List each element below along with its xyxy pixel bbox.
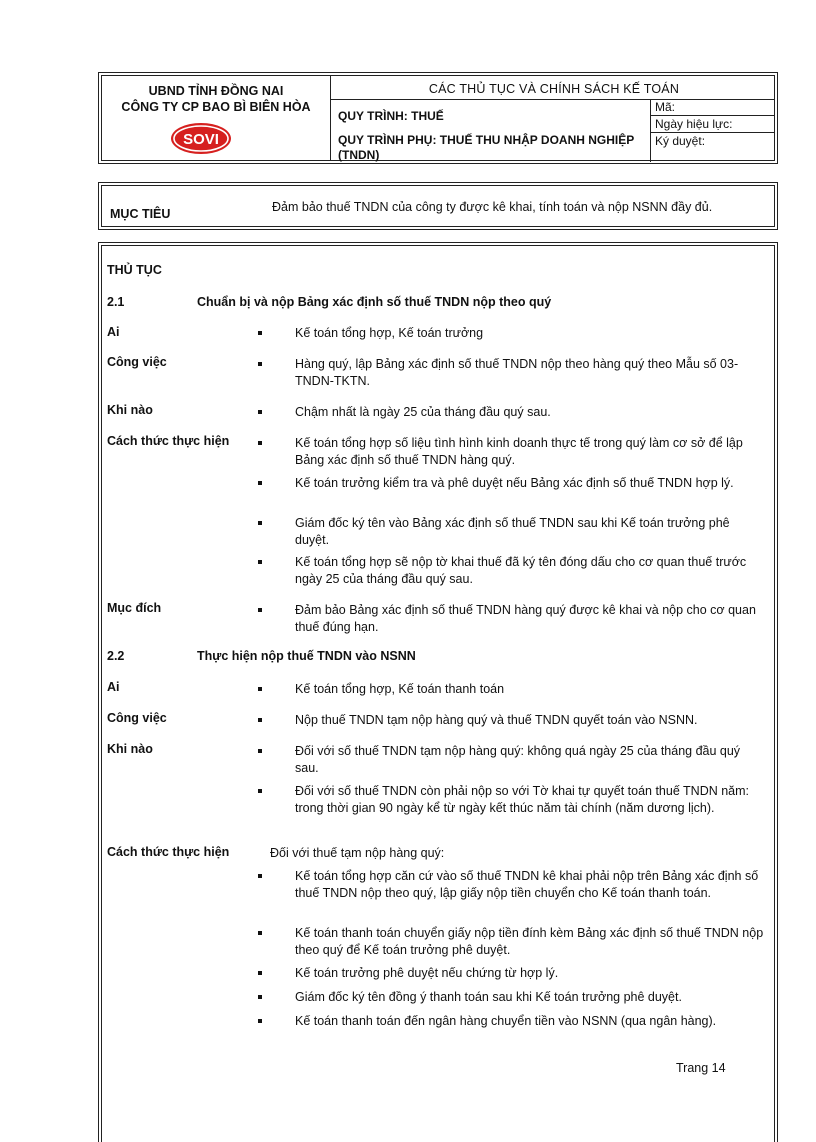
bullet-icon	[258, 995, 262, 999]
page-number: Trang 14	[676, 1061, 726, 1075]
logo-text: SOVI	[183, 131, 219, 148]
section-title: Chuẩn bị và nộp Bảng xác định số thuế TNDN nộp theo quý	[197, 295, 552, 309]
bullet-icon	[258, 521, 262, 525]
when-label: Khi nào	[107, 742, 153, 756]
objective-box	[98, 182, 778, 230]
sub-process-name: QUY TRÌNH PHỤ: THUẾ THU NHẬP DOANH NGHIỆP (TNDN)	[338, 133, 635, 162]
list-item: Kế toán tổng hợp căn cứ vào số thuế TNDN kê khai phải nộp trên Bảng xác định số thuế TNDN nộp theo quý, lập giấy nộp tiền chuyển cho Kế toán thanh toán.	[258, 868, 766, 901]
bullet-icon	[258, 410, 262, 414]
bullet-icon	[258, 560, 262, 564]
purpose-label: Mục đích	[107, 601, 162, 615]
section-title: Thực hiện nộp thuế TNDN vào NSNN	[197, 649, 416, 663]
bullet-icon	[258, 331, 262, 335]
list-item: Nộp thuế TNDN tạm nộp hàng quý và thuế TNDN quyết toán vào NSNN.	[258, 712, 766, 729]
list-item: Chậm nhất là ngày 25 của tháng đầu quý sau.	[258, 404, 766, 421]
objective-label: MỤC TIÊU	[110, 207, 171, 221]
section-number: 2.2	[107, 649, 125, 663]
task-label: Công việc	[107, 355, 167, 369]
how-label: Cách thức thực hiện	[107, 845, 230, 859]
list-item: Giám đốc ký tên vào Bảng xác định số thuế TNDN sau khi Kế toán trưởng phê duyệt.	[258, 515, 766, 548]
header-inner-frame	[101, 75, 775, 161]
list-item: Kế toán thanh toán đến ngân hàng chuyển tiền vào NSNN (qua ngân hàng).	[258, 1013, 766, 1030]
how-intro: Đối với thuế tạm nộp hàng quý:	[270, 846, 445, 860]
approved-by-label: Ký duyệt:	[655, 134, 706, 148]
list-item: Kế toán trưởng phê duyệt nếu chứng từ hợp lý.	[258, 965, 766, 982]
list-item: Đảm bảo Bảng xác định số thuế TNDN hàng quý được kê khai và nộp cho cơ quan thuế đúng hạn.	[258, 602, 766, 635]
sovi-logo	[170, 122, 232, 155]
bullet-icon	[258, 687, 262, 691]
objective-inner-frame	[101, 185, 775, 227]
document-meta	[650, 99, 774, 162]
when-label: Khi nào	[107, 403, 153, 417]
task-label: Công việc	[107, 711, 167, 725]
who-label: Ai	[107, 680, 120, 694]
bullet-icon	[258, 874, 262, 878]
document-title: CÁC THỦ TỤC VÀ CHÍNH SÁCH KẾ TOÁN	[428, 82, 680, 96]
bullet-icon	[258, 481, 262, 485]
how-label: Cách thức thực hiện	[107, 434, 230, 448]
header-org-cell	[102, 76, 331, 160]
process-name: QUY TRÌNH: THUẾ	[338, 109, 444, 123]
document-header	[98, 72, 778, 164]
bullet-icon	[258, 749, 262, 753]
list-item: Kế toán trưởng kiểm tra và phê duyệt nếu Bảng xác định số thuế TNDN hợp lý.	[258, 475, 766, 492]
bullet-icon	[258, 441, 262, 445]
section-number: 2.1	[107, 295, 125, 309]
code-label: Mã:	[651, 99, 774, 116]
bullet-icon	[258, 362, 262, 366]
org-name-line2: CÔNG TY CP BAO BÌ BIÊN HÒA	[121, 100, 311, 114]
list-item: Đối với số thuế TNDN còn phải nộp so với Tờ khai tự quyết toán thuế TNDN năm: trong thời gian 90 ngày kể từ ngày kết thúc năm tài chính (năm dương lịch).	[258, 783, 766, 816]
list-item: Kế toán tổng hợp, Kế toán trưởng	[258, 325, 766, 342]
effective-date-label: Ngày hiệu lực:	[651, 116, 774, 133]
procedure-heading: THỦ TỤC	[107, 263, 162, 277]
list-item: Kế toán thanh toán chuyển giấy nộp tiền đính kèm Bảng xác định số thuế TNDN nộp theo quý để Kế toán trưởng phê duyệt.	[258, 925, 766, 958]
list-item: Kế toán tổng hợp số liệu tình hình kinh doanh thực tế trong quý làm cơ sở để lập Bảng xác định số thuế TNDN hàng quý.	[258, 435, 766, 468]
bullet-icon	[258, 1019, 262, 1023]
list-item: Giám đốc ký tên đồng ý thanh toán sau khi Kế toán trưởng phê duyệt.	[258, 989, 766, 1006]
objective-text: Đảm bảo thuế TNDN của công ty được kê khai, tính toán và nộp NSNN đầy đủ.	[272, 200, 713, 214]
bullet-icon	[258, 789, 262, 793]
list-item: Kế toán tổng hợp, Kế toán thanh toán	[258, 681, 766, 698]
list-item: Kế toán tổng hợp sẽ nộp tờ khai thuế đã ký tên đóng dấu cho cơ quan thuế trước ngày 25 của tháng đầu quý sau.	[258, 554, 766, 587]
org-name-line1: UBND TỈNH ĐỒNG NAI	[148, 84, 284, 98]
bullet-icon	[258, 718, 262, 722]
bullet-icon	[258, 971, 262, 975]
bullet-icon	[258, 608, 262, 612]
list-item: Hàng quý, lập Bảng xác định số thuế TNDN nộp theo hàng quý theo Mẫu số 03-TNDN-TKTN.	[258, 356, 766, 389]
who-label: Ai	[107, 325, 120, 339]
list-item: Đối với số thuế TNDN tạm nộp hàng quý: không quá ngày 25 của tháng đầu quý sau.	[258, 743, 766, 776]
bullet-icon	[258, 931, 262, 935]
